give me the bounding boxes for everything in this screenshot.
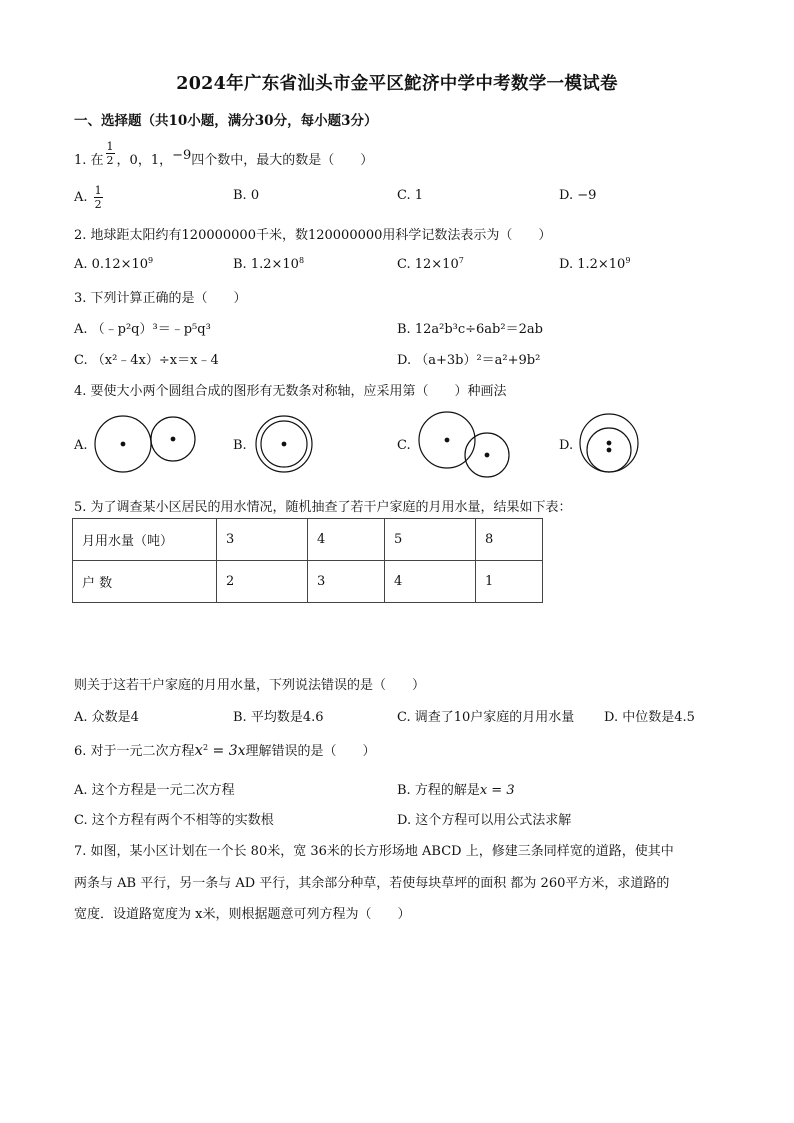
q2-d-base: D. 1.2×10	[559, 257, 626, 272]
q6-suffix: 理解错误的是（ ）	[245, 744, 376, 759]
q2-c-exp: 7	[458, 256, 464, 265]
q5-option-c: C. 调查了10户家庭的月用水量	[397, 710, 575, 725]
q6-option-a: A. 这个方程是一元二次方程	[74, 783, 235, 798]
q3-option-d: D. （a+3b）²＝a²+9b²	[397, 353, 541, 368]
question-3: 3. 下列计算正确的是（ ）	[74, 291, 247, 306]
table-cell: 1	[476, 561, 543, 603]
q4-label-c: C.	[397, 438, 411, 453]
question-5: 5. 为了调查某小区居民的用水情况，随机抽查了若干户家庭的月用水量，结果如下表：	[74, 500, 572, 515]
table-row	[73, 519, 543, 561]
q2-a-base: A. 0.12×10	[74, 257, 149, 272]
q4-c-center-big	[445, 438, 449, 442]
q4-d-center-outer	[607, 441, 611, 445]
q1-suffix: 四个数中，最大的数是（ ）	[191, 153, 374, 168]
table-cell: 4	[308, 519, 385, 561]
q4-figure-b	[256, 416, 312, 472]
q1-option-c: C. 1	[397, 188, 424, 203]
q1-option-a-label: A.	[74, 190, 88, 205]
q5-option-d: D. 中位数是4.5	[604, 710, 695, 725]
q1-neg9: −9	[172, 148, 192, 163]
q4-a-center-big	[121, 442, 125, 446]
q2-b-base: B. 1.2×10	[233, 257, 299, 272]
page-title: 2024年广东省汕头市金平区鮀济中学中考数学一模试卷	[176, 74, 618, 94]
q4-label-a: A.	[74, 438, 88, 453]
q1-prefix: 1. 在	[74, 153, 104, 168]
q4-figure-c	[419, 412, 509, 477]
q6-b-eq: x = 3	[479, 783, 515, 798]
table-row	[73, 561, 543, 603]
table-cell: 月用水量（吨）	[73, 519, 217, 561]
q5-option-b: B. 平均数是4.6	[233, 710, 324, 725]
table-cell: 3	[217, 519, 308, 561]
q2-d-exp: 9	[625, 256, 631, 265]
q2-c-base: C. 12×10	[397, 257, 459, 272]
q2-b-exp: 8	[298, 256, 305, 265]
q4-figure-d	[580, 414, 638, 472]
water-usage-table	[72, 518, 543, 603]
question-4: 4. 要使大小两个圆组合成的图形有无数条对称轴，应采用第（ ）种画法	[74, 384, 507, 399]
table-cell: 3	[308, 561, 385, 603]
q6-option-d: D. 这个方程可以用公式法求解	[397, 813, 572, 828]
q1-option-a-den: 2	[94, 198, 102, 211]
question-7-line-1: 7. 如图，某小区计划在一个长 80米，宽 36米的长方形场地 ABCD 上，修建三条同样宽的道路，使其中	[74, 844, 674, 859]
table-cell: 户 数	[73, 561, 217, 603]
q1-frac-den: 2	[106, 154, 114, 167]
question-7-line-3: 宽度．设道路宽度为 x米，则根据题意可列方程为（ ）	[74, 907, 411, 922]
table-cell: 8	[476, 519, 543, 561]
q4-label-d: D.	[559, 438, 574, 453]
q4-b-center	[282, 442, 286, 446]
q4-a-center-small	[171, 437, 175, 441]
q6-eq-x: x	[194, 741, 204, 759]
section-heading: 一、选择题（共10小题，满分30分，每小题3分）	[74, 113, 378, 129]
q6-eq-rest: = 3x	[208, 743, 246, 759]
q6-b-prefix: B. 方程的解是	[397, 783, 480, 798]
q4-c-center-small	[485, 453, 489, 457]
question-2: 2. 地球距太阳约有120000000千米，数120000000用科学记数法表示为（ ）	[74, 228, 552, 243]
q3-option-a: A. （﹣p²q）³＝﹣p⁵q³	[74, 322, 211, 337]
q4-figures	[0, 0, 794, 500]
table-cell: 5	[385, 519, 476, 561]
q1-option-b: B. 0	[233, 188, 260, 203]
q2-a-exp: 9	[148, 256, 154, 265]
table-cell: 4	[385, 561, 476, 603]
q1-option-d: D. −9	[559, 188, 597, 203]
q4-d-center-inner	[607, 448, 611, 452]
q4-figure-a	[95, 416, 195, 472]
q6-option-b	[397, 779, 515, 798]
q1-frac-num: 1	[106, 140, 114, 153]
q5-follow-question: 则关于这若干户家庭的月用水量，下列说法错误的是（ ）	[74, 678, 426, 693]
q4-label-b: B.	[233, 438, 247, 453]
q6-prefix: 6. 对于一元二次方程	[74, 744, 195, 759]
table-cell: 2	[217, 561, 308, 603]
question-7-line-2: 两条与 AB 平行，另一条与 AD 平行，其余部分种草，若使每块草坪的面积 都为 260平方米，求道路的	[74, 876, 670, 891]
q3-option-c: C. （x²﹣4x）÷x＝x﹣4	[74, 353, 219, 368]
question-6	[74, 740, 376, 759]
q6-option-c: C. 这个方程有两个不相等的实数根	[74, 813, 274, 828]
q1-option-a-num: 1	[94, 184, 102, 197]
q3-option-b: B. 12a²b³c÷6ab²＝2ab	[397, 322, 543, 337]
q5-option-a: A. 众数是4	[74, 710, 139, 725]
q1-middle: ，0，1，	[116, 153, 173, 168]
q6-eq-exp: 2	[203, 743, 209, 752]
